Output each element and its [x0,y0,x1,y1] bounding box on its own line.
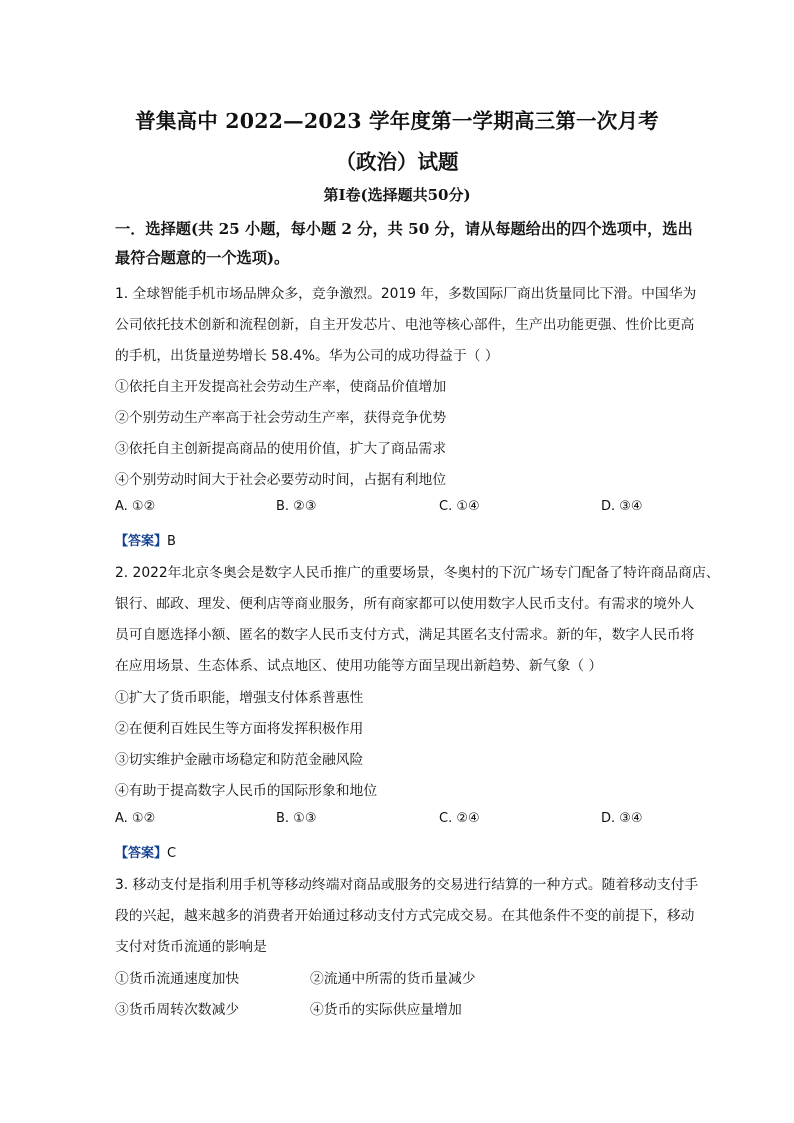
q1-option-d: D. ③④ [601,499,643,514]
q3-item-2: ②流通中所需的货币量减少 [310,971,476,987]
q3-item-4: ④货币的实际供应量增加 [310,1002,462,1018]
q1-item-3: ③依托自主创新提高商品的使用价值，扩大了商品需求 [115,441,447,457]
q2-answer [115,842,176,861]
q1-option-c: C. ①④ [439,499,480,514]
q2-stem-line3: 员可自愿选择小额、匿名的数字人民币支付方式，满足其匿名支付需求。新的年，数字人民币将 [115,627,695,643]
q1-option-b: B. ②③ [276,499,317,514]
q2-stem-line2: 银行、邮政、理发、便利店等商业服务，所有商家都可以使用数字人民币支付。有需求的境外人 [115,596,695,612]
q2-option-a: A. ①② [115,811,156,826]
q2-answer-tag: 【答案】 [115,846,168,861]
subject-title: （政治）试题 [335,150,459,174]
part-title: 第Ⅰ卷(选择题共50分) [323,186,471,204]
q1-item-1: ①依托自主开发提高社会劳动生产率，使商品价值增加 [115,379,447,395]
q3-stem-line3: 支付对货币流通的影响是 [115,939,267,955]
q1-stem-line3: 的手机，出货量逆势增长 58.4%。华为公司的成功得益于（ ） [115,348,499,364]
q2-item-4: ④有助于提高数字人民币的国际形象和地位 [115,783,378,799]
q1-stem-line1: 1. 全球智能手机市场品牌众多，竞争激烈。2019 年，多数国际厂商出货量同比下滑。中国华为 [115,286,697,302]
q2-item-2: ②在便利百姓民生等方面将发挥积极作用 [115,721,364,737]
q2-answer-value: C [167,846,177,861]
q2-stem-line4: 在应用场景、生态体系、试点地区、使用功能等方面呈现出新趋势、新气象（ ） [115,658,603,674]
q2-option-d: D. ③④ [601,811,643,826]
section-instructions-line2: 最符合题意的一个选项)。 [115,249,290,267]
q2-item-1: ①扩大了货币职能，增强支付体系普惠性 [115,690,364,706]
q2-option-b: B. ①③ [276,811,317,826]
q3-item-1: ①货币流通速度加快 [115,971,240,987]
q1-answer-tag: 【答案】 [115,534,168,549]
q3-stem-line1: 3. 移动支付是指利用手机等移动终端对商品或服务的交易进行结算的一种方式。随着移动支付手 [115,877,699,893]
exam-title: 普集高中 2022—2023 学年度第一学期高三第一次月考 [135,109,659,133]
q2-stem-line1: 2. 2022年北京冬奥会是数字人民币推广的重要场景，冬奥村的下沉广场专门配备了特许商品商店、 [115,565,720,581]
q1-item-2: ②个别劳动生产率高于社会劳动生产率，获得竞争优势 [115,410,447,426]
q1-stem-line2: 公司依托技术创新和流程创新，自主开发芯片、电池等核心部件，生产出功能更强、性价比更高 [115,317,695,333]
q1-option-a: A. ①② [115,499,156,514]
q2-item-3: ③切实维护金融市场稳定和防范金融风险 [115,752,364,768]
q1-answer [115,530,176,549]
section-instructions-line1: 一．选择题(共 25 小题，每小题 2 分，共 50 分，请从每题给出的四个选项中，选出 [115,220,693,238]
q3-stem-line2: 段的兴起，越来越多的消费者开始通过移动支付方式完成交易。在其他条件不变的前提下，移动 [115,908,695,924]
q2-option-c: C. ②④ [439,811,480,826]
q3-item-3: ③货币周转次数减少 [115,1002,240,1018]
q1-item-4: ④个别劳动时间大于社会必要劳动时间，占据有利地位 [115,472,447,488]
q1-answer-value: B [167,534,176,549]
